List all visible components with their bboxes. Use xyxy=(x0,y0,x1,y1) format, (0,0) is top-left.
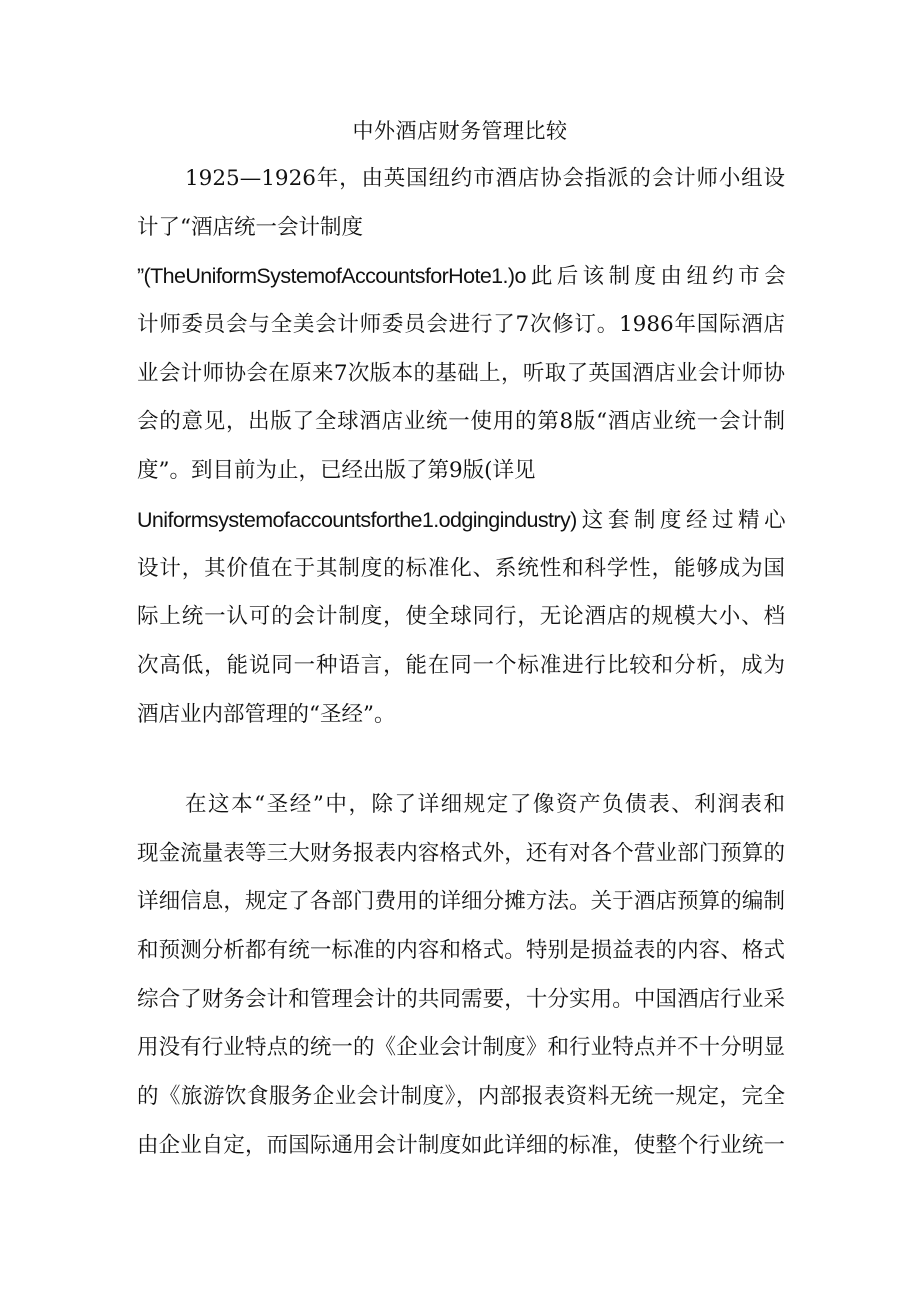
paragraph-line: 会的意见，出版了全球酒店业统一使用的第8版“酒店业统一会计制 xyxy=(137,409,785,435)
paragraph-line: 设计，其价值在于其制度的标准化、系统性和科学性，能够成为国 xyxy=(137,555,785,581)
paragraph-line: 业会计师协会在原来7次版本的基础上，听取了英国酒店业会计师协 xyxy=(137,360,785,386)
paragraph-line: 计师委员会与全美会计师委员会进行了7次修订。1986年国际酒店 xyxy=(137,312,785,338)
paragraph-line: 用没有行业特点的统一的《企业会计制度》和行业特点并不十分明显 xyxy=(137,1035,785,1061)
paragraph-line: 的《旅游饮食服务企业会计制度》，内部报表资料无统一规定，完全 xyxy=(137,1084,785,1110)
paragraph-line: 酒店业内部管理的“圣经”。 xyxy=(137,701,396,727)
paragraph-line: 现金流量表等三大财务报表内容格式外，还有对各个营业部门预算的 xyxy=(137,840,785,866)
paragraph-line: 在这本“圣经”中，除了详细规定了像资产负债表、利润表和 xyxy=(185,792,785,817)
paragraph-1 xyxy=(137,155,785,739)
paragraph-2 xyxy=(137,781,785,1171)
paragraph-line: 由企业自定，而国际通用会计制度如此详细的标准，使整个行业统一 xyxy=(137,1132,785,1158)
paragraph-line: 和预测分析都有统一标准的内容和格式。特别是损益表的内容、格式 xyxy=(137,938,785,964)
document-title: 中外酒店财务管理比较 xyxy=(352,119,568,143)
paragraph-line: Uniformsystemofaccountsforthe1.odgingindustry)这套制度经过精心 xyxy=(137,507,785,532)
paragraph-line: 计了“酒店统一会计制度 xyxy=(137,214,363,240)
paragraph-line: 际上统一认可的会计制度，使全球同行，无论酒店的规模大小、档 xyxy=(137,604,785,630)
paragraph-line: ”(TheUniformSystemofAccountsforHote1.)o此后该制度由纽约市会 xyxy=(137,264,785,289)
paragraph-line: 详细信息，规定了各部门费用的详细分摊方法。关于酒店预算的编制 xyxy=(137,889,785,915)
paragraph-line: 度”。到目前为止，已经出版了第9版(详见 xyxy=(137,458,536,484)
paragraph-line: 次高低，能说同一种语言，能在同一个标准进行比较和分析，成为 xyxy=(137,652,785,678)
paragraph-line: 1925—1926年，由英国纽约市酒店协会指派的会计师小组设 xyxy=(185,166,785,191)
paragraph-line: 综合了财务会计和管理会计的共同需要，十分实用。中国酒店行业采 xyxy=(137,986,785,1012)
